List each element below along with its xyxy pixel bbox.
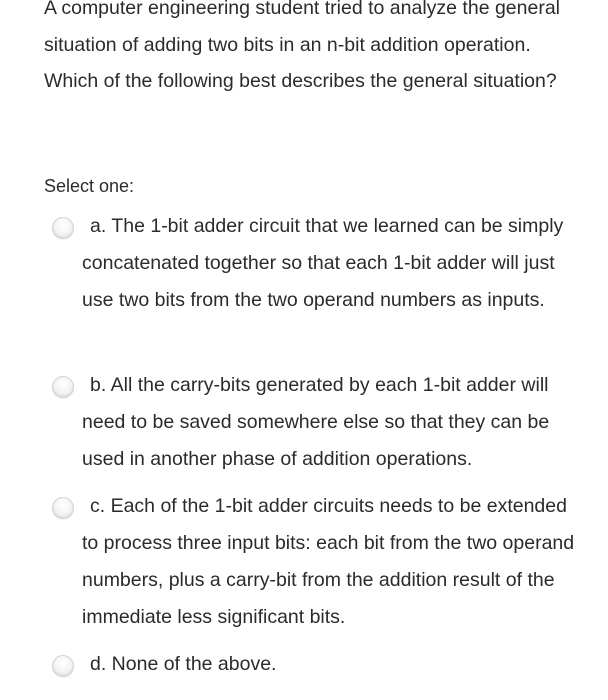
question-text: A computer engineering student tried to analyze the general situation of adding two bits in an n-bit addition operation. Which of the following best describes the general situation? xyxy=(44,0,561,92)
option-d-label[interactable]: d. None of the above. xyxy=(90,653,277,675)
option-d-radio[interactable] xyxy=(52,655,74,677)
option-c-radio[interactable] xyxy=(52,497,74,519)
select-one-label: Select one: xyxy=(44,176,135,196)
option-c-label[interactable]: c. Each of the 1-bit adder circuits needs to be extended to process three input bits: each bit from the two operand numbers, plus a carry-bit from the addition result of the immediate less significant bits. xyxy=(82,495,575,628)
option-a-label[interactable]: a. The 1-bit adder circuit that we learned can be simply concatenated together so that each 1-bit adder will just use two bits from the two operand numbers as inputs. xyxy=(82,215,564,311)
option-b-radio[interactable] xyxy=(52,376,74,398)
option-a-radio[interactable] xyxy=(52,217,74,239)
option-b-label[interactable]: b. All the carry-bits generated by each 1-bit adder will need to be saved somewhere else so that they can be used in another phase of addition operations. xyxy=(82,374,550,470)
